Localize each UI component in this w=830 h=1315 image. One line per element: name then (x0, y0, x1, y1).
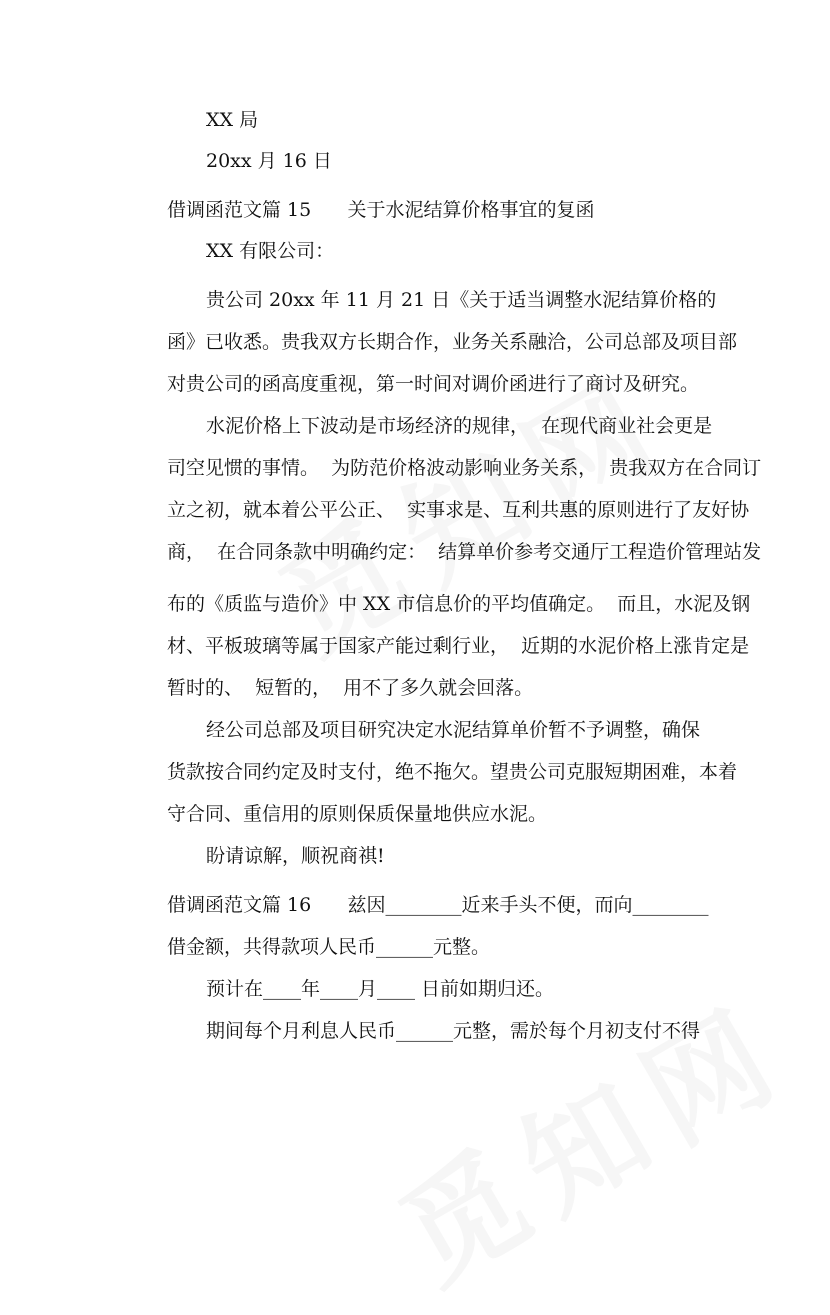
paragraph-line: 经公司总部及项目研究决定水泥结算单价暂不予调整，确保 (206, 719, 701, 741)
paragraph-line: 立之初，就本着公平公正、 实事求是、互利共惠的原则进行了友好协 (167, 499, 750, 521)
section-heading-15: 借调函范文篇 15 关于水泥结算价格事宜的复函 (167, 199, 595, 221)
paragraph-line: 函》已收悉。贵我双方长期合作，业务关系融洽，公司总部及项目部 (167, 331, 738, 353)
paragraph-line: 水泥价格上下波动是市场经济的规律， 在现代商业社会更是 (206, 415, 713, 437)
paragraph-line: 借金额，共得款项人民币______元整。 (167, 936, 491, 958)
watermark-bottom (365, 957, 815, 1315)
paragraph-line: 贵公司 20xx 年 11 月 21 日《关于适当调整水泥结算价格的 (206, 289, 717, 311)
closing-line: 盼请谅解，顺祝商祺! (206, 845, 385, 867)
paragraph-line: 材、平板玻璃等属于国家产能过剩行业， 近期的水泥价格上涨肯定是 (167, 635, 750, 657)
salutation-line: XX 有限公司： (206, 240, 335, 262)
paragraph-line: 对贵公司的函高度重视，第一时间对调价函进行了商讨及研究。 (167, 373, 700, 395)
paragraph-line: 预计在____年____月____ 日前如期归还。 (206, 978, 555, 1000)
paragraph-line: 布的《质监与造价》中 XX 市信息价的平均值确定。 而且，水泥及钢 (167, 593, 751, 615)
paragraph-line: 货款按合同约定及时支付，绝不拖欠。望贵公司克服短期困难，本着 (167, 761, 738, 783)
paragraph-line: 期间每个月利息人民币______元整，需於每个月初支付不得 (206, 1020, 701, 1042)
section-heading-16: 借调函范文篇 16 兹因________近来手头不便，而向________ (167, 894, 709, 916)
paragraph-line: 司空见惯的事情。 为防范价格波动影响业务关系， 贵我双方在合同订 (167, 457, 762, 479)
paragraph-line: 商， 在合同条款中明确约定： 结算单价参考交通厅工程造价管理站发 (167, 541, 762, 563)
paragraph-line: 守合同、重信用的原则保质保量地供应水泥。 (167, 803, 548, 825)
paragraph-line: 暂时的、 短暂的， 用不了多久就会回落。 (167, 677, 534, 699)
date-line: 20xx 月 16 日 (206, 150, 332, 172)
issuer-line: XX 局 (206, 109, 259, 131)
